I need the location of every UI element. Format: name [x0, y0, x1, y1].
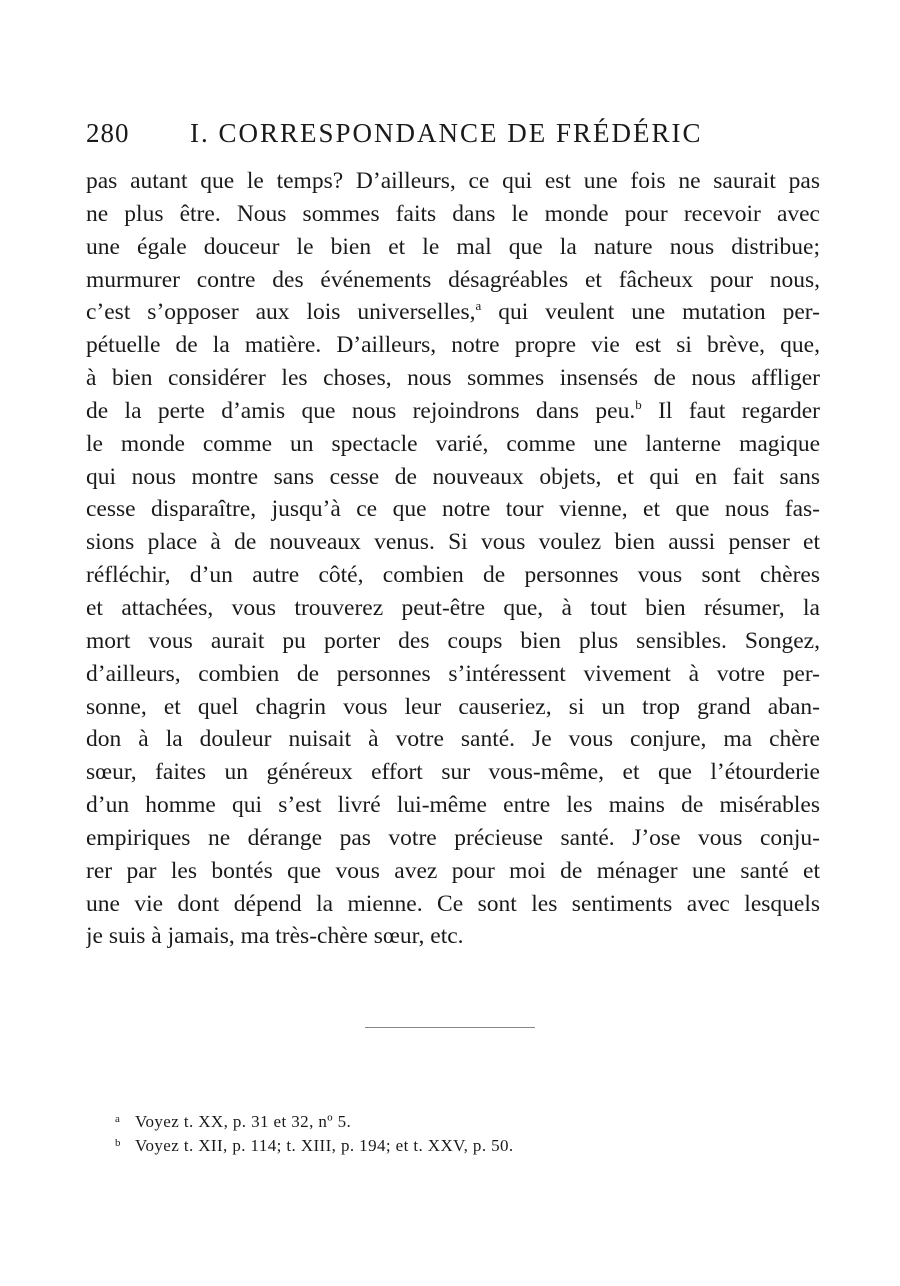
- text-line: don à la douleur nuisait à votre santé. Je vous conjure, ma chère: [86, 726, 820, 753]
- text-line: et attachées, vous trouverez peut-être que, à tout bien résumer, la: [86, 594, 820, 621]
- footnote-text: Voyez t. XX, p. 31 et 32, nº 5.: [135, 1112, 352, 1131]
- text-line: une égale douceur le bien et le mal que la nature nous distribue;: [86, 233, 820, 260]
- text-line: réfléchir, d’un autre côté, combien de personnes vous sont chères: [86, 562, 820, 589]
- text-line: une vie dont dépend la mienne. Ce sont les sentiments avec lesquels: [86, 890, 820, 917]
- footnote-a: [115, 1107, 755, 1131]
- text-line: sœur, faites un généreux effort sur vous-même, et que l’étourderie: [86, 759, 820, 786]
- text-line: sonne, et quel chagrin vous leur causeriez, si un trop grand aban-: [86, 693, 820, 720]
- footnote-text: Voyez t. XII, p. 114; t. XIII, p. 194; et t. XXV, p. 50.: [135, 1136, 514, 1155]
- footnote-divider: [365, 1027, 535, 1028]
- text-segment: c’est s’opposer aux lois universelles,: [86, 299, 476, 326]
- text-line: à bien considérer les choses, nous sommes insensés de nous affliger: [86, 365, 820, 392]
- text-segment: de la perte d’amis que nous rejoindrons dans peu.: [86, 397, 636, 424]
- footnote-ref-b[interactable]: b: [635, 396, 642, 412]
- footnotes: [115, 1107, 755, 1155]
- text-line: cesse disparaître, jusqu’à ce que notre tour vienne, et que nous fas-: [86, 496, 820, 523]
- text-line: pétuelle de la matière. D’ailleurs, notre propre vie est si brève, que,: [86, 332, 820, 359]
- footnote-mark: b: [115, 1137, 121, 1149]
- text-line: qui nous montre sans cesse de nouveaux objets, et qui en fait sans: [86, 463, 820, 490]
- text-line: murmurer contre des événements désagréables et fâcheux pour nous,: [86, 266, 820, 293]
- text-line: [86, 395, 820, 428]
- footnote-b: [115, 1131, 755, 1155]
- running-title: I. CORRESPONDANCE DE FRÉDÉRIC: [190, 118, 703, 148]
- running-header: [86, 118, 726, 149]
- text-line: [86, 296, 820, 329]
- text-line: d’un homme qui s’est livré lui-même entre les mains de misérables: [86, 792, 820, 819]
- text-line: mort vous aurait pu porter des coups bien plus sensibles. Songez,: [86, 627, 820, 654]
- text-line: rer par les bontés que vous avez pour moi de ménager une santé et: [86, 857, 820, 884]
- text-line: d’ailleurs, combien de personnes s’intéressent vivement à votre per-: [86, 660, 820, 687]
- text-segment: qui veulent une mutation per-: [481, 299, 820, 326]
- footnote-mark: a: [115, 1113, 121, 1125]
- body-text: [86, 165, 820, 953]
- text-line: pas autant que le temps? D’ailleurs, ce qui est une fois ne saurait pas: [86, 168, 820, 194]
- text-line: sions place à de nouveaux venus. Si vous voulez bien aussi penser et: [86, 529, 820, 556]
- text-line: je suis à jamais, ma très-chère sœur, etc.: [86, 923, 464, 950]
- text-line: empiriques ne dérange pas votre précieuse santé. J’ose vous conju-: [86, 824, 820, 851]
- page-number: 280: [86, 118, 130, 148]
- text-segment: Il faut regarder: [641, 397, 820, 424]
- footnote-ref-a[interactable]: a: [475, 298, 482, 314]
- text-line: ne plus être. Nous sommes faits dans le monde pour recevoir avec: [86, 200, 820, 227]
- text-line: le monde comme un spectacle varié, comme une lanterne magique: [86, 430, 820, 457]
